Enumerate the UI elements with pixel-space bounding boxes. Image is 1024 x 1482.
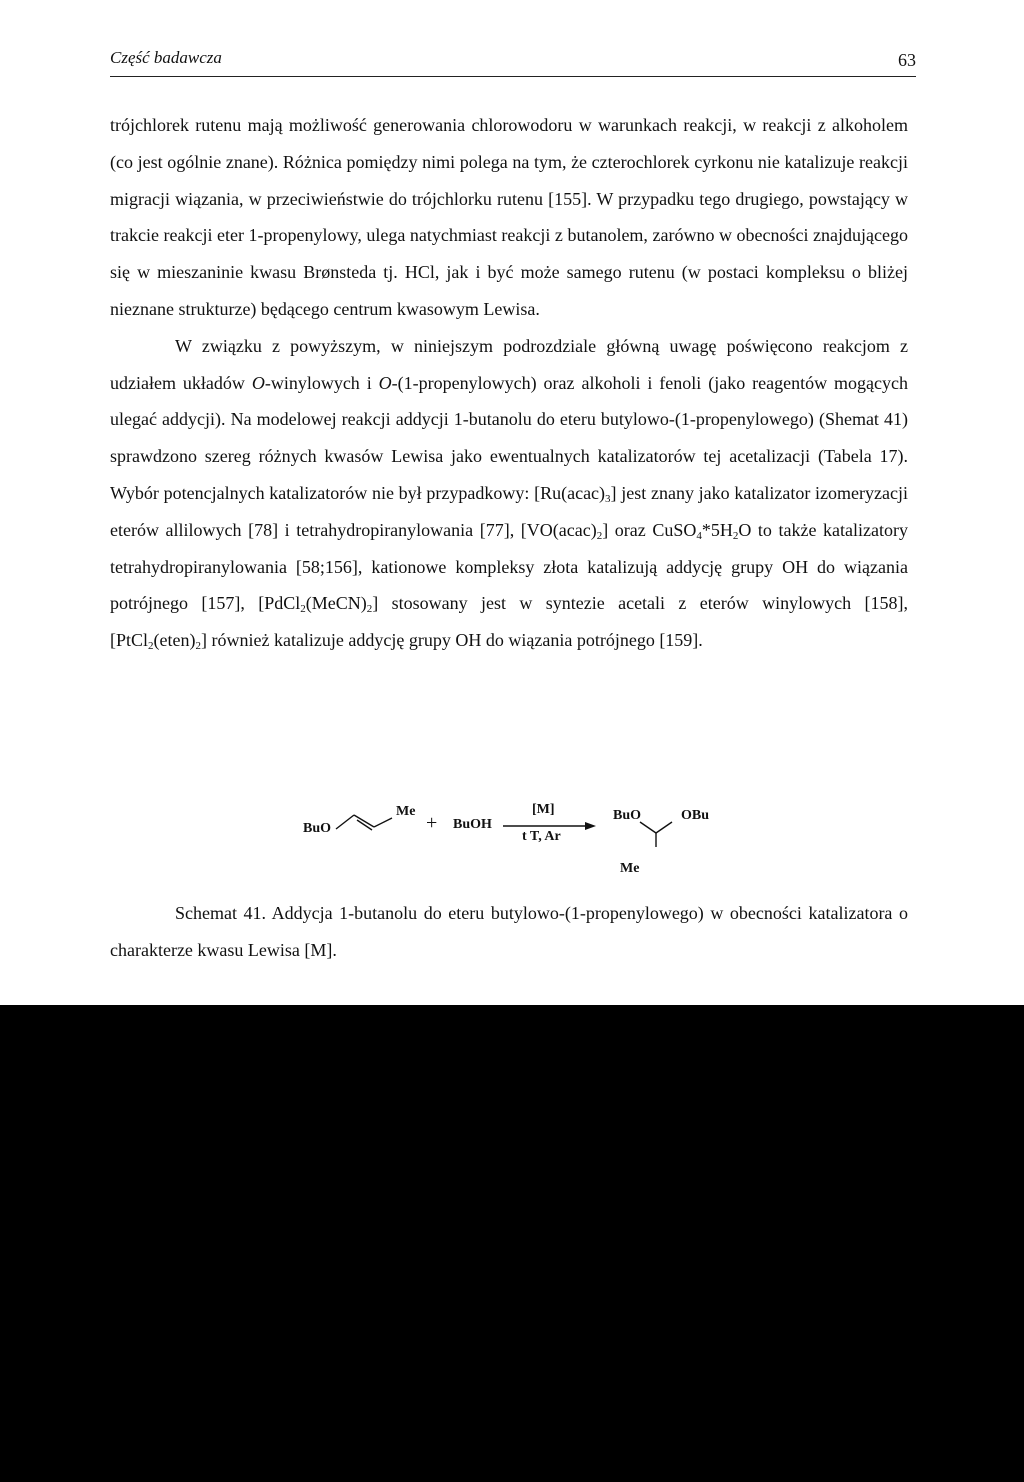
page-number: 63 (898, 50, 916, 70)
caption-text: Schemat 41. Addycja 1-butanolu do eteru butylowo-(1-propenylowego) w obecności katalizatora o charakterze kwasu Lewisa [M]. (110, 903, 908, 960)
bond-line (656, 822, 672, 833)
reactant-buo-label: BuO (303, 821, 332, 836)
product-buo-label: BuO (613, 808, 642, 823)
reactant-me-label: Me (396, 804, 416, 819)
scheme-bonds (300, 800, 740, 880)
reactant-buoh-label: BuOH (453, 817, 492, 832)
paragraph-2: W związku z powyższym, w niniejszym podrozdziale główną uwagę poświęcono reakcjom z udziałem układów O-winylowych i O-(1-propenylowych) oraz alkoholi i fenoli (jako reagentów mogących ulegać addycji). Na modelowej reakcji addycji 1-butanolu do eteru butylowo-(1-propenylowego) (Shemat 41) sprawdzono szereg różnych kwasów Lewisa jako ewentualnych katalizatorów tej acetalizacji (Tabela 17). Wybór potencjalnych katalizatorów nie był przypadkowy: $[Ru(acac)_3]$ jest znany jako katalizator izomeryzacji eterów allilowych [78] i tetrahydropiranylowania [77], $[VO(acac)_2]$ oraz $CuSO_4*5H_2O$ to także katalizatory tetrahydropiranylowania [58;156], kationowe kompleksy złota katalizują addycję grupy OH do wiązania potrójnego [157], $[PdCl_2(MeCN)_2]$ stosowany jest w syntezie acetali z eterów winylowych [158], $[PtCl_2(eten)_2]$ również katalizuje addycję grupy OH do wiązania potrójnego [159]. (110, 335, 908, 653)
page-header (110, 48, 916, 72)
bond-line (374, 818, 392, 827)
conditions-label: t T, Ar (522, 829, 561, 844)
reaction-scheme (300, 800, 740, 880)
catalyst-label: [M] (532, 802, 555, 817)
product-obu-label: OBu (681, 808, 710, 823)
product-me-label: Me (620, 861, 640, 876)
plus-sign: + (426, 812, 438, 834)
body-text (110, 107, 908, 659)
header-divider (110, 76, 916, 77)
scan-black-margin (0, 1005, 1024, 1482)
paragraph-1: trójchlorek rutenu mają możliwość generowania chlorowodoru w warunkach reakcji, w reakcji z alkoholem (co jest ogólnie znane). Różnica pomiędzy nimi polega na tym, że czterochlorek cyrkonu nie katalizuje reakcji migracji wiązania, w przeciwieństwie do trójchlorku rutenu [155]. W przypadku tego drugiego, powstający w trakcie reakcji eter 1-propenylowy, ulega natychmiast reakcji z butanolem, zarówno w obecności znajdującego się w mieszaninie kwasu Brønsteda tj. HCl, jak i być może samego rutenu (w postaci kompleksu o bliżej nieznane strukturze) będącego centrum kwasowym Lewisa. (110, 115, 908, 319)
arrow-head (585, 822, 596, 830)
scheme-caption (110, 895, 908, 969)
bond-line (336, 815, 354, 829)
bond-line (640, 822, 656, 833)
section-title: Część badawcza (110, 48, 222, 67)
